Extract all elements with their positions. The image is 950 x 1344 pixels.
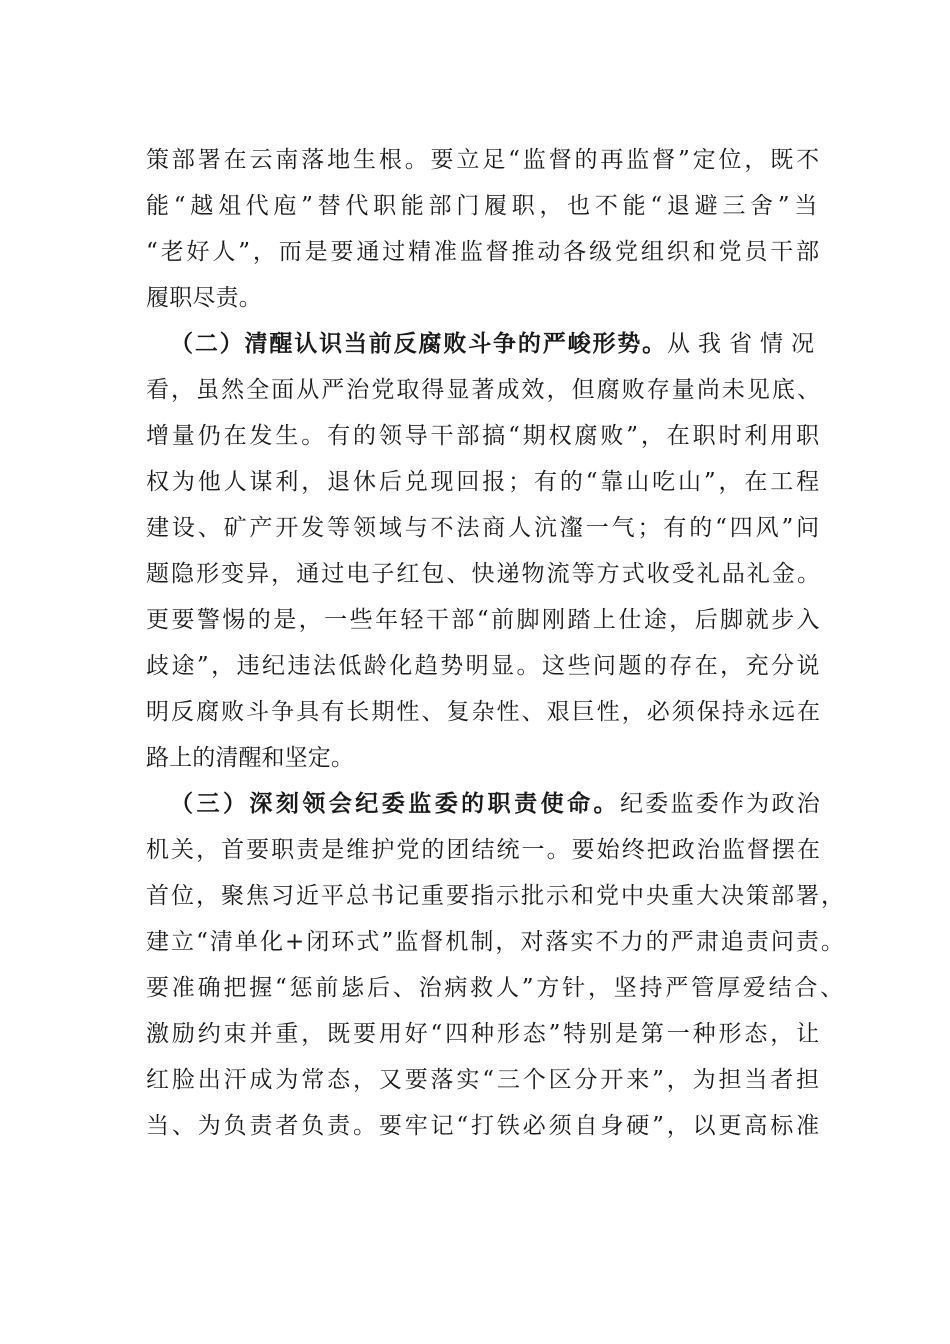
text-run: 更要警惕的是，一些年轻干部“前脚刚踏上仕途，后脚就步入 [146, 607, 822, 633]
text-line [0, 828, 950, 872]
text-line [0, 598, 950, 642]
text-run: 要准确把握“惩前毖后、治病救人”方针，坚持严管厚爱结合、 [146, 975, 846, 1001]
text-line [0, 414, 950, 458]
text-run: 履职尽责。 [146, 285, 262, 311]
text-run: 红脸出汗成为常态，又要落实“三个区分开来”，为担当者担 [146, 1067, 822, 1093]
text-line [0, 276, 950, 320]
text-line [0, 1104, 950, 1148]
text-line [0, 506, 950, 550]
text-run: 激励约束并重，既要用好“四种形态”特别是第一种形态，让 [146, 1021, 822, 1047]
text-run: 机关，首要职责是维护党的团结统一。要始终把政治监督摆在 [146, 837, 822, 863]
text-run: 权为他人谋利，退休后兑现回报；有的“靠山吃山”，在工程 [146, 469, 822, 495]
text-run: 当、为负责者负责。要牢记“打铁必须自身硬”，以更高标准 [146, 1113, 822, 1139]
text-run: 能“越俎代庖”替代职能部门履职，也不能“退避三舍”当 [146, 193, 822, 219]
text-run: 纪委监委作为政治 [620, 791, 822, 817]
text-run: 首位，聚焦习近平总书记重要指示批示和党中央重大决策部署， [146, 883, 846, 909]
text-line [0, 1058, 950, 1102]
text-run: 看，虽然全面从严治党取得显著成效，但腐败存量尚未见底、 [146, 377, 822, 403]
text-line [0, 644, 950, 688]
text-line [0, 230, 950, 274]
text-run: 歧途”，违纪违法低龄化趋势明显。这些问题的存在，充分说 [146, 653, 822, 679]
text-line [0, 966, 950, 1010]
text-line [0, 920, 950, 964]
section-heading-2: （二）清醒认识当前反腐败斗争的严峻形势。 [170, 331, 667, 357]
text-run: 增量仍在发生。有的领导干部搞“期权腐败”，在职时利用职 [146, 423, 822, 449]
text-line [0, 138, 950, 182]
section-heading-line [0, 322, 950, 366]
text-line [0, 690, 950, 734]
text-run: 建设、矿产开发等领域与不法商人沆瀣一气；有的“四风”问 [146, 515, 822, 541]
section-heading-line [0, 782, 950, 826]
text-line [0, 736, 950, 780]
text-line [0, 184, 950, 228]
section-heading-3: （三）深刻领会纪委监委的职责使命。 [170, 791, 621, 817]
text-run: 策部署在云南落地生根。要立足“监督的再监督”定位，既不 [146, 147, 822, 173]
text-run: 明反腐败斗争具有长期性、复杂性、艰巨性，必须保持永远在 [146, 699, 822, 725]
text-run: “老好人”，而是要通过精准监督推动各级党组织和党员干部 [146, 239, 822, 265]
text-line [0, 1012, 950, 1056]
text-run: 路上的清醒和坚定。 [146, 745, 354, 771]
text-line [0, 874, 950, 918]
text-line [0, 368, 950, 412]
text-line [0, 552, 950, 596]
text-run: 从我省情况 [667, 331, 822, 357]
text-run: 题隐形变异，通过电子红包、快递物流等方式收受礼品礼金。 [146, 561, 822, 587]
text-run: 建立“清单化+闭环式”监督机制，对落实不力的严肃追责问责。 [146, 929, 846, 955]
text-line [0, 460, 950, 504]
